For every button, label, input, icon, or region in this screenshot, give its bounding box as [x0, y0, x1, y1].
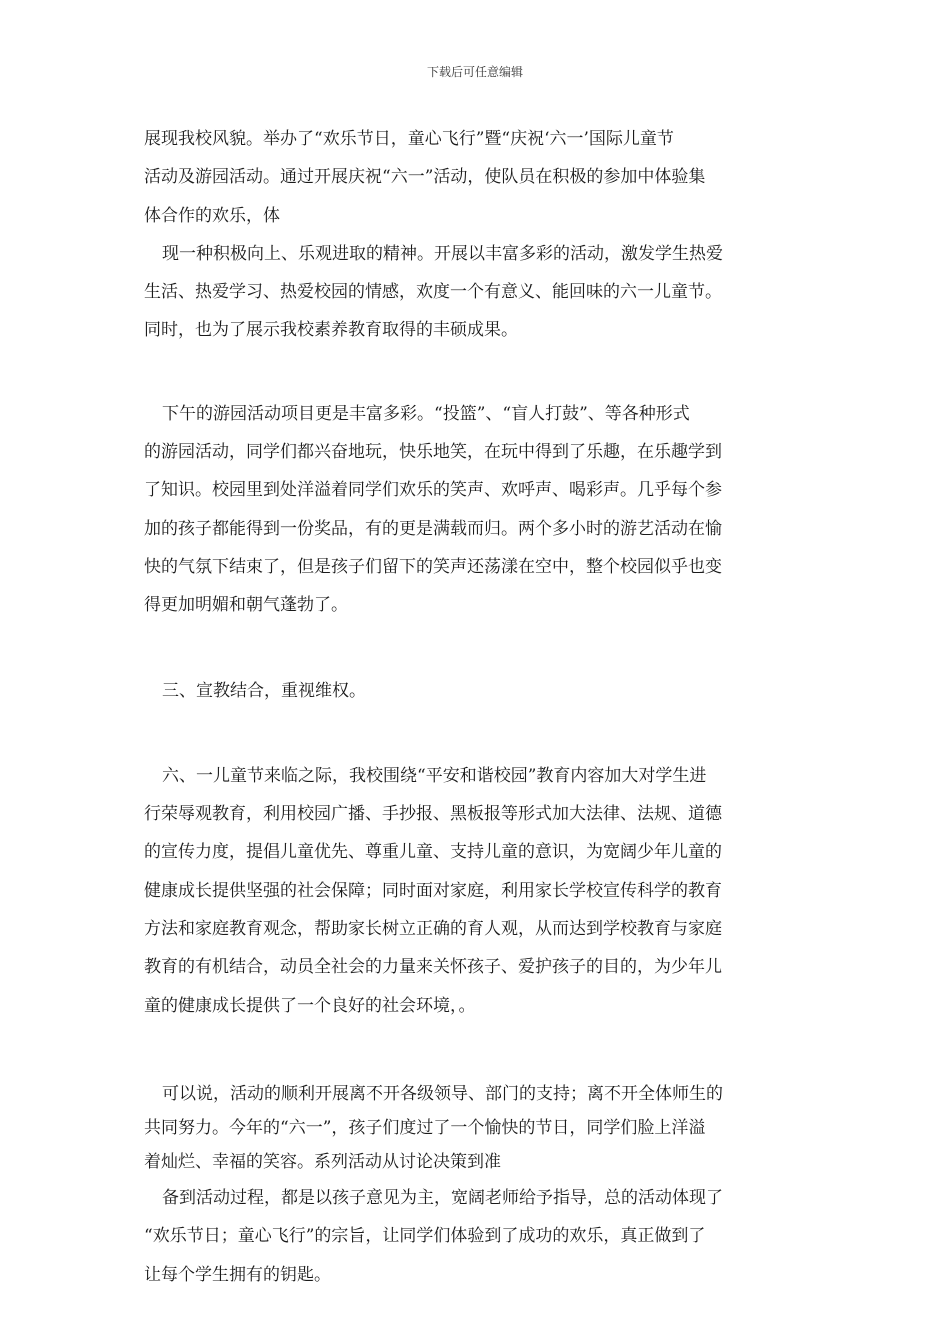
paragraph-gap: [144, 1025, 808, 1077]
paragraph: [144, 1077, 808, 1179]
text-line: 三、宣教结合，重视维权。: [162, 680, 366, 701]
paragraph-gap: [144, 350, 808, 395]
text-line: 活动及游园活动。通过开展庆祝“六一”活动，使队员在积极的参加中体验集: [144, 167, 706, 188]
text-line: 现一种积极向上、乐观进取的精神。开展以丰富多彩的活动，激发学生热爱: [162, 243, 723, 264]
text-line: 行荣辱观教育，利用校园广播、手抄报、黑板报等形式加大法律、法规、道德: [144, 804, 722, 825]
text-line: 同时，也为了展示我校素养教育取得的丰硕成果。: [144, 320, 518, 341]
section-heading: [144, 672, 808, 710]
paragraph: [144, 395, 808, 625]
text-line: 可以说，活动的顺利开展离不开各级领导、部门的支持；离不开全体师生的: [162, 1083, 723, 1104]
page-header: 下载后可任意编辑: [426, 65, 523, 79]
text-line: 教育的有机结合，动员全社会的力量来关怀孩子、爱护孩子的目的，为少年儿: [144, 957, 722, 978]
paragraph-gap: [144, 625, 808, 672]
text-line: 方法和家庭教育观念，帮助家长树立正确的育人观，从而达到学校教育与家庭: [144, 919, 722, 940]
text-line: 健康成长提供坚强的社会保障；同时面对家庭，利用家长学校宣传科学的教育: [144, 880, 722, 901]
text-line: 备到活动过程，都是以孩子意见为主，宽阔老师给予指导，总的活动体现了: [162, 1187, 723, 1208]
paragraph: [144, 1179, 808, 1294]
text-line: 快的气氛下结束了，但是孩子们留下的笑声还荡漾在空中，整个校园似乎也变: [144, 556, 722, 577]
text-line: 下午的游园活动项目更是丰富多彩。“投篮”、“盲人打鼓”、等各种形式: [162, 403, 690, 424]
text-line: 体合作的欢乐，体: [144, 205, 280, 226]
paragraph-gap: [144, 710, 808, 757]
text-line: 共同努力。今年的“六一”，孩子们度过了一个愉快的节日，同学们脸上洋溢: [144, 1117, 706, 1138]
text-line: 着灿烂、幸福的笑容。系列活动从讨论决策到准: [144, 1151, 501, 1172]
text-line: 生活、热爱学习、热爱校园的情感，欢度一个有意义、能回味的六一儿童节。: [144, 282, 722, 303]
text-line: “欢乐节日；童心飞行”的宗旨，让同学们体验到了成功的欢乐，真正做到了: [144, 1226, 706, 1247]
text-line: 的宣传力度，提倡儿童优先、尊重儿童、支持儿童的意识，为宽阔少年儿童的: [144, 842, 722, 863]
text-line: 了知识。校园里到处洋溢着同学们欢乐的笑声、欢呼声、喝彩声。几乎每个参: [144, 480, 722, 501]
text-line: 展现我校风貌。举办了“欢乐节日，童心飞行”暨“庆祝‘六一’国际儿童节: [144, 129, 674, 149]
document-body: [144, 120, 808, 1294]
text-line: 让每个学生拥有的钥匙。: [144, 1264, 331, 1285]
text-line: 的游园活动，同学们都兴奋地玩，快乐地笑，在玩中得到了乐趣，在乐趣学到: [144, 442, 722, 463]
paragraph: [144, 120, 808, 235]
paragraph: [144, 235, 808, 350]
text-line: 童的健康成长提供了一个良好的社会环境，。: [144, 995, 476, 1016]
paragraph: [144, 757, 808, 1025]
text-line: 六、一儿童节来临之际，我校围绕“平安和谐校园”教育内容加大对学生进: [162, 765, 707, 786]
text-line: 加的孩子都能得到一份奖品，有的更是满载而归。两个多小时的游艺活动在愉: [144, 518, 722, 539]
text-line: 得更加明媚和朝气蓬勃了。: [144, 595, 348, 616]
